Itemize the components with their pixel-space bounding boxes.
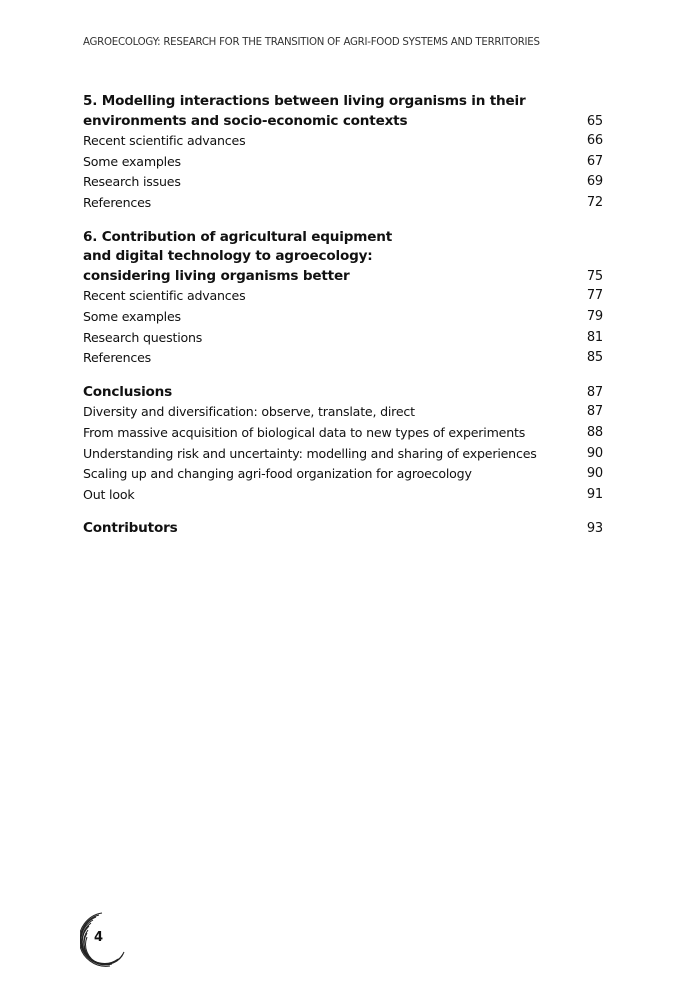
entry-label: Some examples	[83, 153, 181, 169]
page-number: 85	[586, 350, 603, 366]
toc-conclusions	[83, 383, 603, 506]
toc-entry[interactable]	[83, 348, 603, 369]
running-header: AGROECOLOGY: RESEARCH FOR THE TRANSITION OF AGRI-FOOD SYSTEMS AND TERRITORIES	[83, 37, 540, 48]
page-footer	[80, 912, 130, 968]
page-number: 75	[586, 268, 603, 284]
toc-entry[interactable]	[83, 286, 603, 307]
toc-entry[interactable]	[83, 193, 603, 214]
page-number: 91	[586, 486, 603, 502]
chapter-title-line: Conclusions	[83, 383, 173, 400]
toc-entry[interactable]	[83, 464, 603, 485]
toc-entry[interactable]	[83, 307, 603, 328]
page-number: 90	[586, 466, 603, 482]
toc-chapter-6	[83, 228, 603, 369]
page-number: 88	[586, 424, 603, 440]
page-number: 72	[586, 194, 603, 210]
page-number: 4	[94, 930, 104, 945]
chapter-title-line: and digital technology to agroecology:	[83, 248, 373, 265]
page-number: 66	[586, 133, 603, 149]
chapter-title-line: Contributors	[83, 520, 178, 537]
toc-entry[interactable]	[83, 152, 603, 173]
chapter-title-line: 6. Contribution of agricultural equipment	[83, 228, 392, 245]
entry-label: Some examples	[83, 308, 181, 324]
page-number: 87	[586, 384, 603, 400]
entry-label: Recent scientific advances	[83, 288, 246, 304]
chapter-title[interactable]	[83, 519, 603, 539]
entry-label: Out look	[83, 486, 135, 502]
chapter-title[interactable]	[83, 383, 603, 403]
entry-label: References	[83, 194, 151, 210]
chapter-title[interactable]	[83, 92, 603, 131]
entry-label: Diversity and diversification: observe, translate, direct	[83, 404, 415, 420]
toc-entry[interactable]	[83, 485, 603, 506]
toc-entry[interactable]	[83, 444, 603, 465]
toc-entry[interactable]	[83, 328, 603, 349]
page-number: 81	[586, 329, 603, 345]
toc-entry[interactable]	[83, 423, 603, 444]
entry-label: Scaling up and changing agri-food organization for agroecology	[83, 466, 472, 482]
toc-entry[interactable]	[83, 131, 603, 152]
page-number: 77	[586, 288, 603, 304]
table-of-contents	[83, 92, 603, 553]
page-number: 87	[586, 404, 603, 420]
chapter-title-line: environments and socio-economic contexts	[83, 112, 408, 129]
page-number: 69	[586, 174, 603, 190]
chapter-title[interactable]	[83, 228, 603, 287]
swirl-logo-icon	[80, 912, 130, 968]
toc-contributors	[83, 519, 603, 539]
page-number: 90	[586, 445, 603, 461]
entry-label: References	[83, 350, 151, 366]
entry-label: Recent scientific advances	[83, 133, 246, 149]
toc-chapter-5	[83, 92, 603, 214]
chapter-title-line: 5. Modelling interactions between living organisms in their	[83, 93, 526, 109]
entry-label: From massive acquisition of biological data to new types of experiments	[83, 424, 526, 440]
toc-entry[interactable]	[83, 172, 603, 193]
entry-label: Research issues	[83, 174, 181, 190]
entry-label: Research questions	[83, 329, 203, 345]
page-number: 93	[586, 521, 603, 537]
page-number: 67	[586, 153, 603, 169]
chapter-title-line: considering living organisms better	[83, 267, 350, 284]
page-number: 79	[586, 308, 603, 324]
page-number: 65	[586, 113, 603, 129]
entry-label: Understanding risk and uncertainty: modelling and sharing of experiences	[83, 445, 537, 461]
toc-entry[interactable]	[83, 402, 603, 423]
